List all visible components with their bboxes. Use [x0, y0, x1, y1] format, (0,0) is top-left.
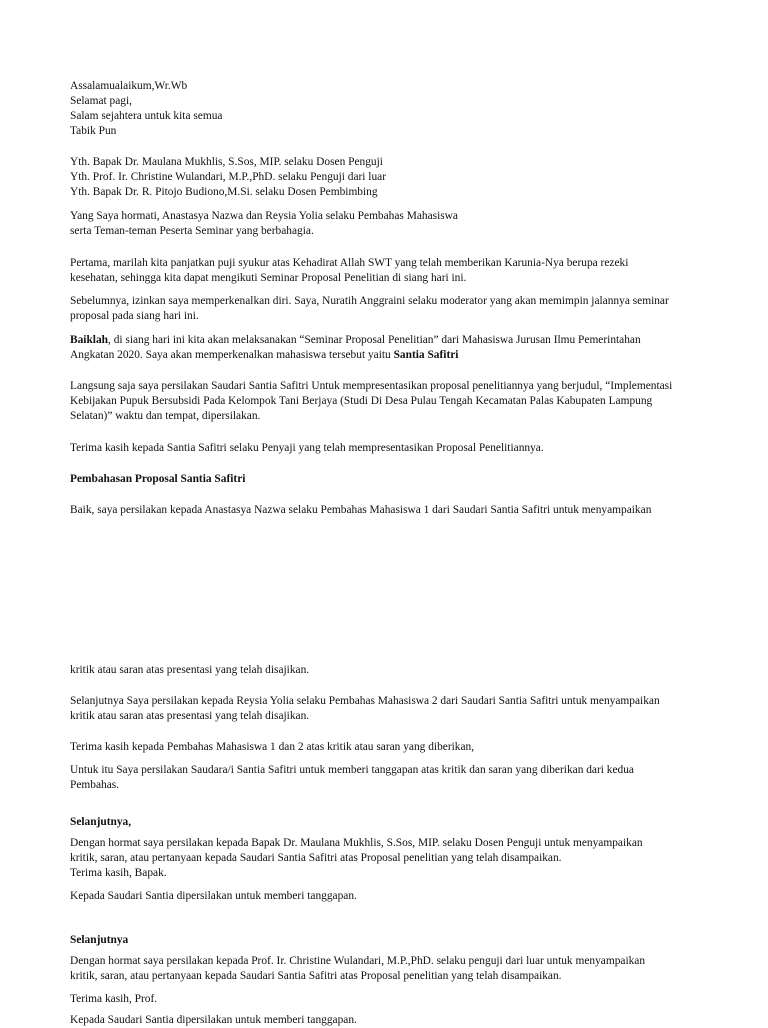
greeting-paragraph: Assalamualaikum,Wr.Wb Selamat pagi, Salam sejahtera untuk kita semua Tabik Pun [70, 80, 223, 137]
thanks-prof: Terima kasih, Prof. [70, 993, 158, 1005]
baiklah-paragraph [70, 333, 710, 363]
next-heading-1: Selanjutnya, [70, 816, 132, 828]
next-heading-2: Selanjutnya [70, 934, 129, 946]
discussant1-invite: Baik, saya persilakan kepada Anastasya Nazwa selaku Pembahas Mahasiswa 1 dari Saudari Santia Safitri untuk menyampaikan [70, 504, 652, 516]
response-1: Kepada Saudari Santia dipersilakan untuk memberi tanggapan. [70, 890, 357, 902]
external-examiner-invite: Dengan hormat saya persilakan kepada Prof. Ir. Christine Wulandari, M.P.,PhD. selaku penguji dari luar untuk menyampaikan kritik, saran, atau pertanyaan kepada Saudari Santia Safitri atas Proposal penelitian yang telah disampaikan. [70, 955, 646, 982]
discussion-heading: Pembahasan Proposal Santia Safitri [70, 473, 246, 485]
response-invite: Untuk itu Saya persilakan Saudara/i Santia Safitri untuk memberi tanggapan atas kritik dan saran yang diberikan dari kedua Pembahas. [70, 764, 634, 791]
addressees-paragraph: Yth. Bapak Dr. Maulana Mukhlis, S.Sos, MIP. selaku Dosen Penguji Yth. Prof. Ir. Christine Wulandari, M.P.,PhD. selaku Penguji dari luar Yth. Bapak Dr. R. Pitojo Budiono,M.Si. selaku Dosen Pembimbing [70, 156, 387, 198]
baiklah-lead: Baiklah [70, 334, 108, 346]
respected-paragraph: Yang Saya hormati, Anastasya Nazwa dan Reysia Yolia selaku Pembahas Mahasiswa serta Teman-teman Peserta Seminar yang berbahagia. [70, 210, 458, 237]
response-2: Kepada Saudari Santia dipersilakan untuk memberi tanggapan. [70, 1014, 357, 1026]
discussant1-continuation: kritik atau saran atas presentasi yang telah disajikan. [70, 664, 310, 676]
thanks-presenter-paragraph: Terima kasih kepada Santia Safitri selaku Penyaji yang telah mempresentasikan Proposal Penelitiannya. [70, 442, 544, 454]
examiner-invite: Dengan hormat saya persilakan kepada Bapak Dr. Maulana Mukhlis, S.Sos, MIP. selaku Dosen Penguji untuk menyampaikan kritik, saran, atau pertanyaan kepada Saudari Santia Safitri atas Proposal penelitian yang telah disampaikan. Terima kasih, Bapak. [70, 837, 643, 879]
thanks-discussants: Terima kasih kepada Pembahas Mahasiswa 1 dan 2 atas kritik atau saran yang diberikan, [70, 741, 475, 753]
baiklah-text: , di siang hari ini kita akan melaksanakan “Seminar Proposal Penelitian” dari Mahasiswa Jurusan Ilmu Pemerintahan Angkatan 2020. Saya akan memperkenalkan mahasiswa tersebut yaitu [70, 334, 641, 361]
gratitude-paragraph: Pertama, marilah kita panjatkan puji syukur atas Kehadirat Allah SWT yang telah memberikan Karunia-Nya berupa rezeki kesehatan, sehingga kita dapat mengikuti Seminar Proposal Penelitian di siang hari ini. [70, 257, 629, 284]
presenter-name: Santia Safitri [393, 349, 459, 361]
invite-presenter-paragraph: Langsung saja saya persilakan Saudari Santia Safitri Untuk mempresentasikan proposal penelitiannya yang berjudul, “Implementasi Kebijakan Pupuk Bersubsidi Pada Kelompok Tani Berjaya (Studi Di Desa Pulau Tengah Kecamatan Palas Kabupaten Lampung Selatan)” waktu dan tempat, dipersilakan. [70, 380, 673, 422]
discussant2-invite: Selanjutnya Saya persilakan kepada Reysia Yolia selaku Pembahas Mahasiswa 2 dari Saudari Santia Safitri untuk menyampaikan kritik atau saran atas presentasi yang telah disajikan. [70, 695, 660, 722]
introduction-paragraph: Sebelumnya, izinkan saya memperkenalkan diri. Saya, Nuratih Anggraini selaku moderator yang akan memimpin jalannya seminar proposal pada siang hari ini. [70, 295, 669, 322]
